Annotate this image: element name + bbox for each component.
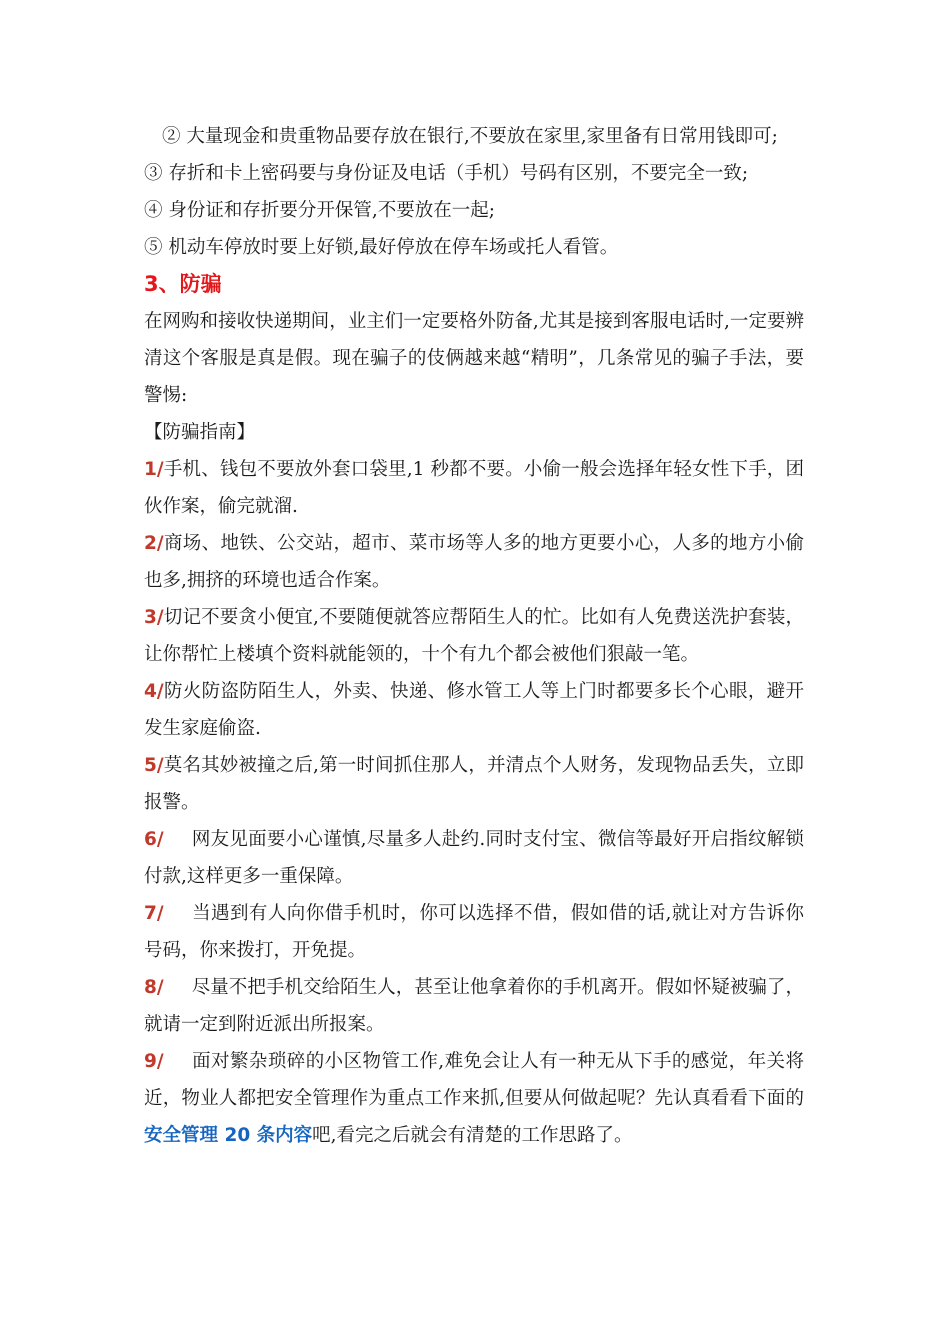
tip-number: 3/ bbox=[144, 607, 164, 628]
tip-text: 网友见面要小心谨慎,尽量多人赴约.同时支付宝、微信等最好开启指纹解锁付款,这样更多一重保障。 bbox=[144, 829, 804, 887]
tip-number: 4/ bbox=[144, 681, 164, 702]
tip-number: 2/ bbox=[144, 533, 164, 554]
tip-5 bbox=[144, 747, 804, 821]
section-intro: 在网购和接收快递期间，业主们一定要格外防备,尤其是接到客服电话时,一定要辨清这个客服是真是假。现在骗子的伎俩越来越“精明”，几条常见的骗子手法，要警惕: bbox=[144, 311, 804, 406]
safety-item-2: ② 大量现金和贵重物品要存放在银行,不要放在家里,家里备有日常用钱即可; bbox=[162, 126, 778, 147]
safety-item-5: ⑤ 机动车停放时要上好锁,最好停放在停车场或托人看管。 bbox=[144, 237, 619, 258]
tip-2 bbox=[144, 525, 804, 599]
tip-text: 面对繁杂琐碎的小区物管工作,难免会让人有一种无从下手的感觉，年关将近，物业人都把安全管理作为重点工作来抓,但要从何做起呢？先认真看看下面的 bbox=[144, 1051, 804, 1109]
tip-number: 8/ bbox=[144, 977, 164, 998]
tip-6 bbox=[144, 821, 804, 895]
safety-item-4: ④ 身份证和存折要分开保管,不要放在一起; bbox=[144, 200, 495, 221]
tip-text-after: 吧,看完之后就会有清楚的工作思路了。 bbox=[312, 1125, 633, 1146]
safety-management-link[interactable]: 安全管理 20 条内容 bbox=[144, 1125, 313, 1146]
tip-1 bbox=[144, 451, 804, 525]
tip-3 bbox=[144, 599, 804, 673]
tip-number: 5/ bbox=[144, 755, 164, 776]
tip-7 bbox=[144, 895, 804, 969]
tip-number: 1/ bbox=[144, 459, 164, 480]
tip-9 bbox=[144, 1043, 804, 1154]
tip-text: 尽量不把手机交给陌生人，甚至让他拿着你的手机离开。假如怀疑被骗了，就请一定到附近派出所报案。 bbox=[144, 977, 804, 1035]
tip-number: 6/ bbox=[144, 829, 164, 850]
tip-text: 防火防盗防陌生人，外卖、快递、修水管工人等上门时都要多长个心眼，避开发生家庭偷盗. bbox=[144, 681, 804, 739]
document-body bbox=[144, 118, 804, 1154]
tip-text: 当遇到有人向你借手机时，你可以选择不借，假如借的话,就让对方告诉你号码，你来拨打，开免提。 bbox=[144, 903, 804, 961]
safety-item-3: ③ 存折和卡上密码要与身份证及电话（手机）号码有区别，不要完全一致; bbox=[144, 163, 749, 184]
tip-text: 商场、地铁、公交站，超市、菜市场等人多的地方更要小心，人多的地方小偷也多,拥挤的环境也适合作案。 bbox=[144, 533, 804, 591]
tip-number: 7/ bbox=[144, 903, 164, 924]
tip-text: 手机、钱包不要放外套口袋里,1 秒都不要。小偷一般会选择年轻女性下手，团伙作案，偷完就溜. bbox=[144, 459, 804, 517]
tip-text: 切记不要贪小便宜,不要随便就答应帮陌生人的忙。比如有人免费送洗护套装，让你帮忙上楼填个资料就能领的，十个有九个都会被他们狠敲一笔。 bbox=[144, 607, 804, 665]
section-heading: 3、防骗 bbox=[144, 272, 222, 296]
tip-text: 莫名其妙被撞之后,第一时间抓住那人，并清点个人财务，发现物品丢失，立即报警。 bbox=[144, 755, 804, 813]
tip-8 bbox=[144, 969, 804, 1043]
tip-4 bbox=[144, 673, 804, 747]
guide-title: 【防骗指南】 bbox=[144, 422, 256, 443]
tip-number: 9/ bbox=[144, 1051, 164, 1072]
